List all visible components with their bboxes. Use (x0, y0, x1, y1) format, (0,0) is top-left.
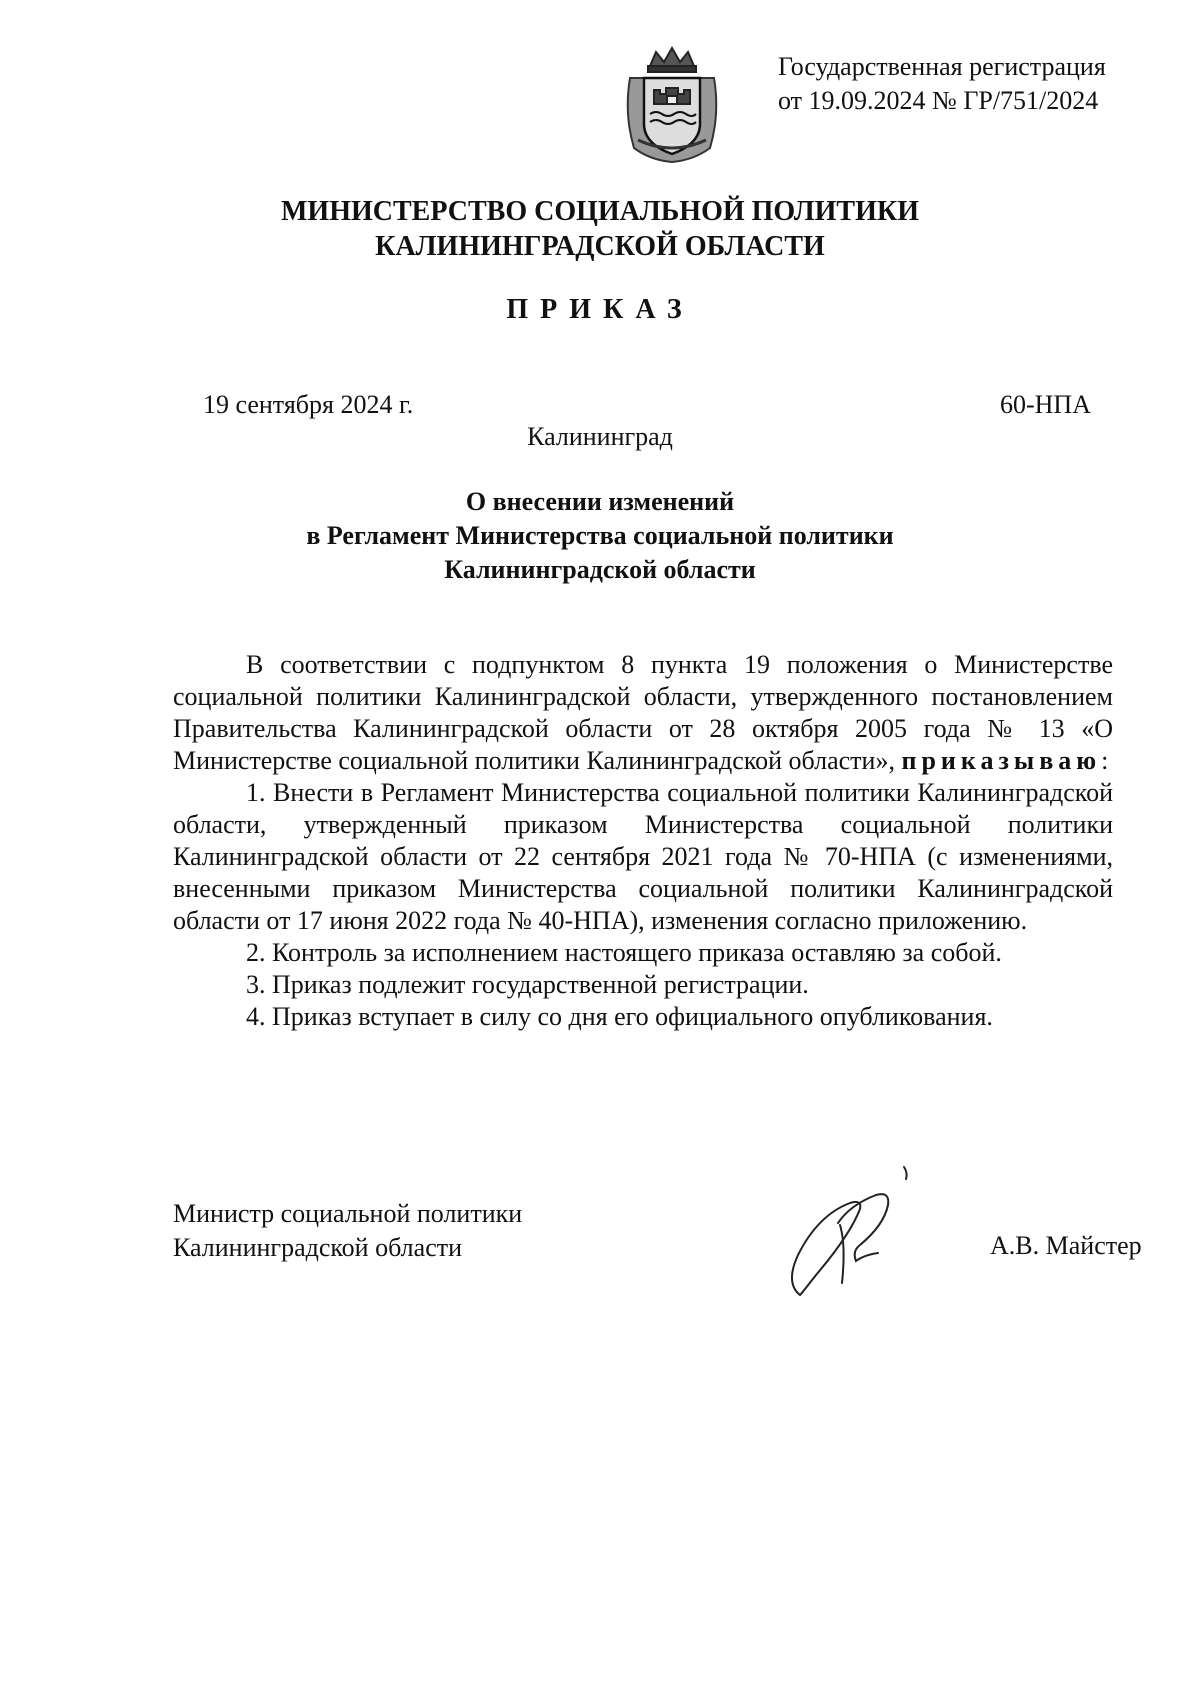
document-date: 19 сентября 2024 г. (203, 390, 414, 419)
registration-stamp (778, 50, 1106, 118)
document-city: Калининград (527, 422, 673, 451)
registration-line1: Государственная регистрация (778, 52, 1106, 81)
document-subject (0, 485, 1200, 587)
signatory-title-line2: Калининградской области (173, 1233, 463, 1262)
order-word: приказываю (901, 746, 1102, 775)
handwritten-signature (780, 1165, 930, 1305)
document-body (173, 649, 1113, 1033)
coat-of-arms-icon (620, 44, 724, 166)
subject-line1: О внесении изменений (465, 487, 735, 516)
signatory-name: А.В. Майстер (990, 1231, 1142, 1260)
signatory-title (173, 1197, 522, 1265)
order-item-2: 2. Контроль за исполнением настоящего приказа оставляю за собой. (246, 938, 1002, 967)
order-suffix: : (1101, 746, 1109, 775)
order-item-4: 4. Приказ вступает в силу со дня его официального опубликования. (246, 1002, 993, 1031)
ministry-line1: МИНИСТЕРСТВО СОЦИАЛЬНОЙ ПОЛИТИКИ (281, 196, 919, 227)
order-item-1: 1. Внести в Регламент Министерства социальной политики Калининградской области, утвержденный приказом Министерства социальной политики Калининградской области от 22 сентября 2021 года № 70-НПА (с изменениями, внесенными приказом Министерства социальной политики Калининградской области от 17 июня 2022 года № 40-НПА), изменения согласно приложению. (173, 778, 1113, 935)
order-item-3: 3. Приказ подлежит государственной регистрации. (246, 970, 809, 999)
signatory-title-line1: Министр социальной политики (173, 1199, 523, 1228)
preamble-paragraph (173, 649, 1113, 777)
registration-line2: от 19.09.2024 № ГР/751/2024 (778, 86, 1099, 115)
preamble-text: В соответствии с подпунктом 8 пункта 19 положения о Министерстве социальной политики Калининградской области, утвержденного постановлением Правительства Калининградской области от 28 октября 2005 года № 13 «О Министерстве социальной политики Калининградской области», (173, 650, 1113, 775)
ministry-line2: КАЛИНИНГРАДСКОЙ ОБЛАСТИ (375, 231, 825, 262)
subject-line3: Калининградской области (444, 555, 756, 584)
document-type: ПРИКАЗ (506, 294, 694, 325)
subject-line2: в Регламент Министерства социальной политики (306, 521, 894, 550)
document-number: 60-НПА (1000, 390, 1091, 419)
ministry-name (0, 194, 1200, 264)
